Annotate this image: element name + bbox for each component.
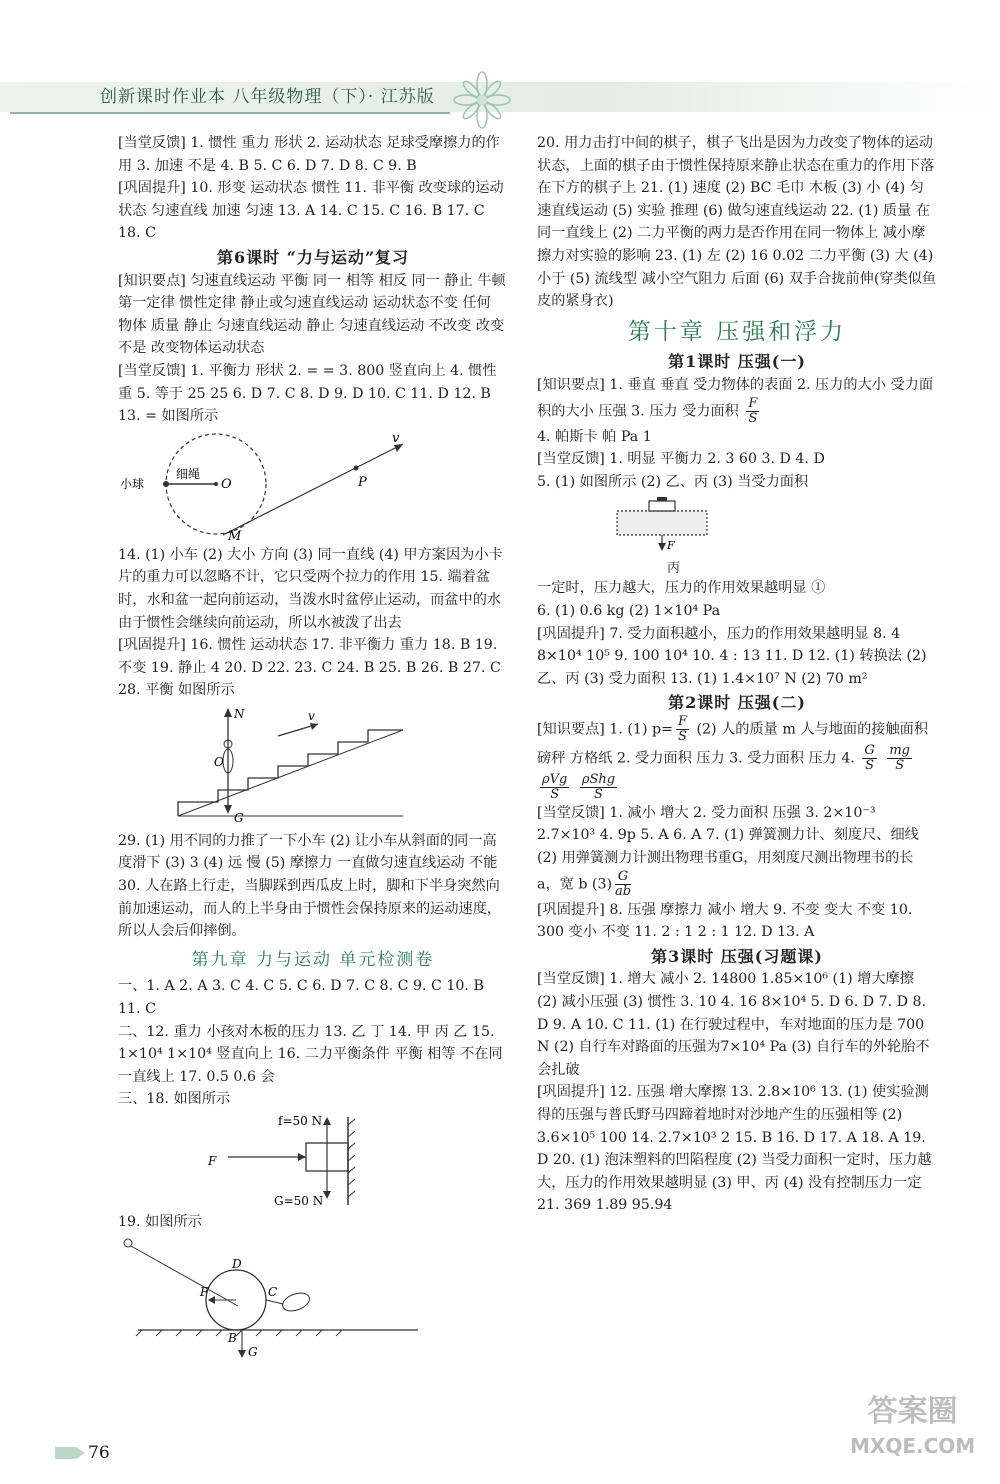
answer-paragraph: 三、18. 如图所示 <box>118 1091 231 1108</box>
left-column <box>118 132 508 1364</box>
answer-paragraph <box>537 802 937 899</box>
page-number: 76 <box>88 1443 110 1463</box>
answer-paragraph: [巩固提升] 10. 形变 运动状态 惯性 11. 非平衡 改变球的运动状态 匀速直线 加速 匀速 13. A 14. C 15. C 16. B 17. C 18. C <box>118 180 504 242</box>
label-f: F <box>200 1284 209 1299</box>
figure-pressure-sponge <box>607 497 807 557</box>
label-friction: f=50 N <box>278 1115 323 1128</box>
answer-paragraph: [巩固提升] 12. 压强 增大摩擦 13. 2.8×10⁶ 13. (1) 使实验测得的压强与普氏野马四蹄着地时对沙地产生的压强相等 (2) 3.6×10⁵ 100 14. 2.7×10³ 2 15. B 16. D 17. A 18. A 19. D 20. (1) 泡沫塑料的凹陷程度 (2) 当受力面积一定时，压力越大，压力的作用效果越明显 (3) 甲、丙 (4) 没有控制压力一定 21. 369 1.89 95.94 <box>537 1084 932 1214</box>
answer-paragraph: [当堂反馈] 1. 平衡力 形状 2. = = 3. 800 竖直向上 4. 惯性 重 5. 等于 25 25 6. D 7. C 8. D 9. D 10. C 11. D 12. B <box>118 362 497 402</box>
label-f: F <box>667 539 675 553</box>
fraction: $\frac{mg}{S}$ <box>889 742 910 773</box>
answer-paragraph: [当堂反馈] 1. 增大 减小 2. 14800 1.85×10⁶ (1) 增大摩擦 (2) 减小压强 (3) 惯性 3. 10 4. 16 8×10⁴ 5. D 6. D 7. D 8. D 9. A 10. C 11. (1) 在行驶过程中，车对地面的压力是 700 N (2) 自行车对路面的压强为7×10⁴ Pa (3) 自行车的外轮胎不会扎破 <box>537 971 930 1078</box>
answer-paragraph <box>537 715 937 802</box>
fraction: $\frac{\text{ρShg}}{S}$ <box>581 771 616 802</box>
label-force: F <box>208 1154 217 1168</box>
answer-paragraph: 二、12. 重力 小孩对木板的压力 13. 乙 丁 14. 甲 丙 乙 15. 1×10⁴ 1×10⁴ 竖直向上 16. 二力平衡条件 平衡 相等 不在同一直线上 17. 0.5 0.6 会 <box>118 1023 503 1085</box>
answer-paragraph: 19. 如图所示 <box>118 1214 202 1230</box>
answer-paragraph: [知识要点] 匀速直线运动 平衡 同一 相等 相反 同一 静止 牛顿第一定律 惯性定律 静止或匀速直线运动 运动状态不变 任何 物体 质量 静止 匀速直线运动 静止 匀速直线运动 不改变 改变 不是 改变物体运动状态 <box>118 272 506 357</box>
answer-paragraph: 13. = 如图所示 <box>118 408 219 425</box>
figure-caption: 丙 <box>667 561 681 577</box>
section-title: 第1课时 压强(一) <box>668 352 806 372</box>
figure-circular-motion <box>118 432 418 540</box>
figure-ball-rope <box>118 1238 418 1360</box>
right-column <box>537 132 937 1217</box>
answer-paragraph: 一定时，压力越大，压力的作用效果越明显 ① <box>537 580 826 597</box>
answer-paragraph <box>537 374 937 426</box>
answer-paragraph: 4. 帕斯卡 帕 Pa 1 <box>537 428 652 445</box>
label-g: G <box>234 810 244 825</box>
answer-paragraph: 6. (1) 0.6 kg (2) 1×10⁴ Pa <box>537 602 721 619</box>
fraction: $\frac{F}{S}$ <box>748 395 758 426</box>
label-g: G <box>248 1344 258 1359</box>
answer-paragraph: 一、1. A 2. A 3. C 4. C 5. C 6. D 7. C 8. C 9. C 10. B 11. C <box>118 978 484 1018</box>
section-title: 第2课时 压强(二) <box>668 693 806 713</box>
label-d: D <box>232 1256 242 1271</box>
chapter-title: 第十章 压强和浮力 <box>627 318 847 345</box>
fraction: $\frac{\text{ρVg}}{S}$ <box>542 771 568 802</box>
label-gravity: G=50 N <box>274 1194 324 1207</box>
label-p: P <box>358 474 367 490</box>
fraction: $\frac{G}{S}$ <box>864 742 875 773</box>
label-c: C <box>268 1284 278 1299</box>
label-ball: 小球 <box>120 476 145 491</box>
label-o: O <box>214 754 224 769</box>
section-title: 第6课时 “力与运动”复习 <box>216 247 410 267</box>
label-v: v <box>308 708 315 723</box>
fraction: $\frac{F}{S}$ <box>677 713 687 744</box>
answer-paragraph: [当堂反馈] 1. 惯性 重力 形状 2. 运动状态 足球受摩擦力的作用 3. 加速 不是 4. B 5. C 6. D 7. D 8. C 9. B <box>118 135 500 174</box>
answer-paragraph: [巩固提升] 7. 受力面积越小，压力的作用效果越明显 8. 4 8×10⁴ 10⁵ 9. 100 10⁴ 10. 4 : 13 11. D 12. (1) 转换法 (2) 乙、丙 (3) 受力面积 13. (1) 1.4×10⁷ N (2) 70 m² <box>537 625 927 687</box>
label-n: N <box>234 706 245 721</box>
fraction: $\frac{G}{ab}$ <box>615 868 632 899</box>
figure-escalator <box>158 706 458 826</box>
answer-paragraph: 14. (1) 小车 (2) 大小 方向 (3) 同一直线 (4) 甲方案因为小卡片的重力可以忽略不计，它只受两个拉力的作用 15. 端着盆时，水和盆一起向前运动，当泼水时盆停止运动，而盆中的水由于惯性会继续向前运动，所以水被泼了出去 <box>118 546 503 631</box>
label-v: v <box>392 431 400 446</box>
figure-block-wall <box>188 1115 488 1207</box>
label-rope: 细绳 <box>176 466 201 481</box>
page-arrow-icon <box>55 1447 85 1459</box>
chapter-test-title: 第九章 力与运动 单元检测卷 <box>191 949 435 970</box>
header-title: 创新课时作业本 八年级物理（下）· 江苏版 <box>100 87 435 107</box>
answer-text: [知识要点] 1. 垂直 垂直 受力物体的表面 2. 压力的大小 受力面积的大小 压强 3. 压力 受力面积 <box>537 376 934 420</box>
label-b: B <box>228 1330 237 1345</box>
flower-icon <box>452 70 512 130</box>
label-o: O <box>221 476 232 492</box>
answer-paragraph: [巩固提升] 16. 惯性 运动状态 17. 非平衡力 重力 18. B 19. 不变 19. 静止 4 20. D 22. 23. C 24. B 25. B 26. B 27. C 28. 平衡 如图所示 <box>118 637 501 699</box>
answer-paragraph: [当堂反馈] 1. 明显 平衡力 2. 3 60 3. D 4. D <box>537 451 825 468</box>
answer-paragraph: 29. (1) 用不同的力推了一下小车 (2) 让小车从斜面的同一高度滑下 (3) 3 (4) 远 慢 (5) 摩擦力 一直做匀速直线运动 不能 30. 人在路上行走，当脚踩到西瓜皮上时，脚和下半身突然向前加速运动，而人的上半身由于惯性会保持原来的运动速度，所以人会后仰摔倒。 <box>118 832 502 940</box>
header-line <box>10 112 450 114</box>
answer-paragraph: 20. 用力击打中间的棋子，棋子飞出是因为力改变了物体的运动状态，上面的棋子由于惯性保持原来静止状态在重力的作用下落在下方的棋子上 21. (1) 速度 (2) BC 毛巾 木板 (3) 小 (4) 匀速直线运动 (5) 实验 推理 (6) 做匀速直线运动 22. (1) 质量 在同一直线上 (2) 二力平衡的两力是否作用在同一物体上 减小摩擦力对实验的影响 23. (1) 左 (2) 16 0.02 二力平衡 (3) 大 (4) 小于 (5) 流线型 减小空气阻力 后面 (6) 双手合拢前伸(穿类似鱼皮的紧身衣) <box>537 135 937 310</box>
answer-text: (2) 人的质量 m 人与地面的接触面积 磅秤 方格纸 2. 受力面积 压力 3. 受力面积 压力 4. <box>537 721 929 767</box>
section-title: 第3课时 压强(习题课) <box>651 946 823 966</box>
answer-paragraph: 5. (1) 如图所示 (2) 乙、丙 (3) 当受力面积 <box>537 473 809 490</box>
answer-text: [当堂反馈] 1. 减小 增大 2. 受力面积 压强 3. 2×10⁻³ 2.7×10³ 4. 9p 5. A 6. A 7. (1) 弹簧测力计、刻度尺、细线 (2) 用弹簧测力计测出物理书重G，用刻度尺测出物理书的长 a，宽 b (3) <box>537 804 919 893</box>
answer-paragraph: [巩固提升] 8. 压强 摩擦力 减小 增大 9. 不变 变大 不变 10. 300 变小 不变 11. 2 : 1 2 : 1 12. D 13. A <box>537 901 913 941</box>
label-m: M <box>228 528 242 540</box>
watermark: 答案圈 MXQE.COM <box>850 1394 976 1458</box>
answer-text: [知识要点] 1. (1) p= <box>537 721 673 738</box>
